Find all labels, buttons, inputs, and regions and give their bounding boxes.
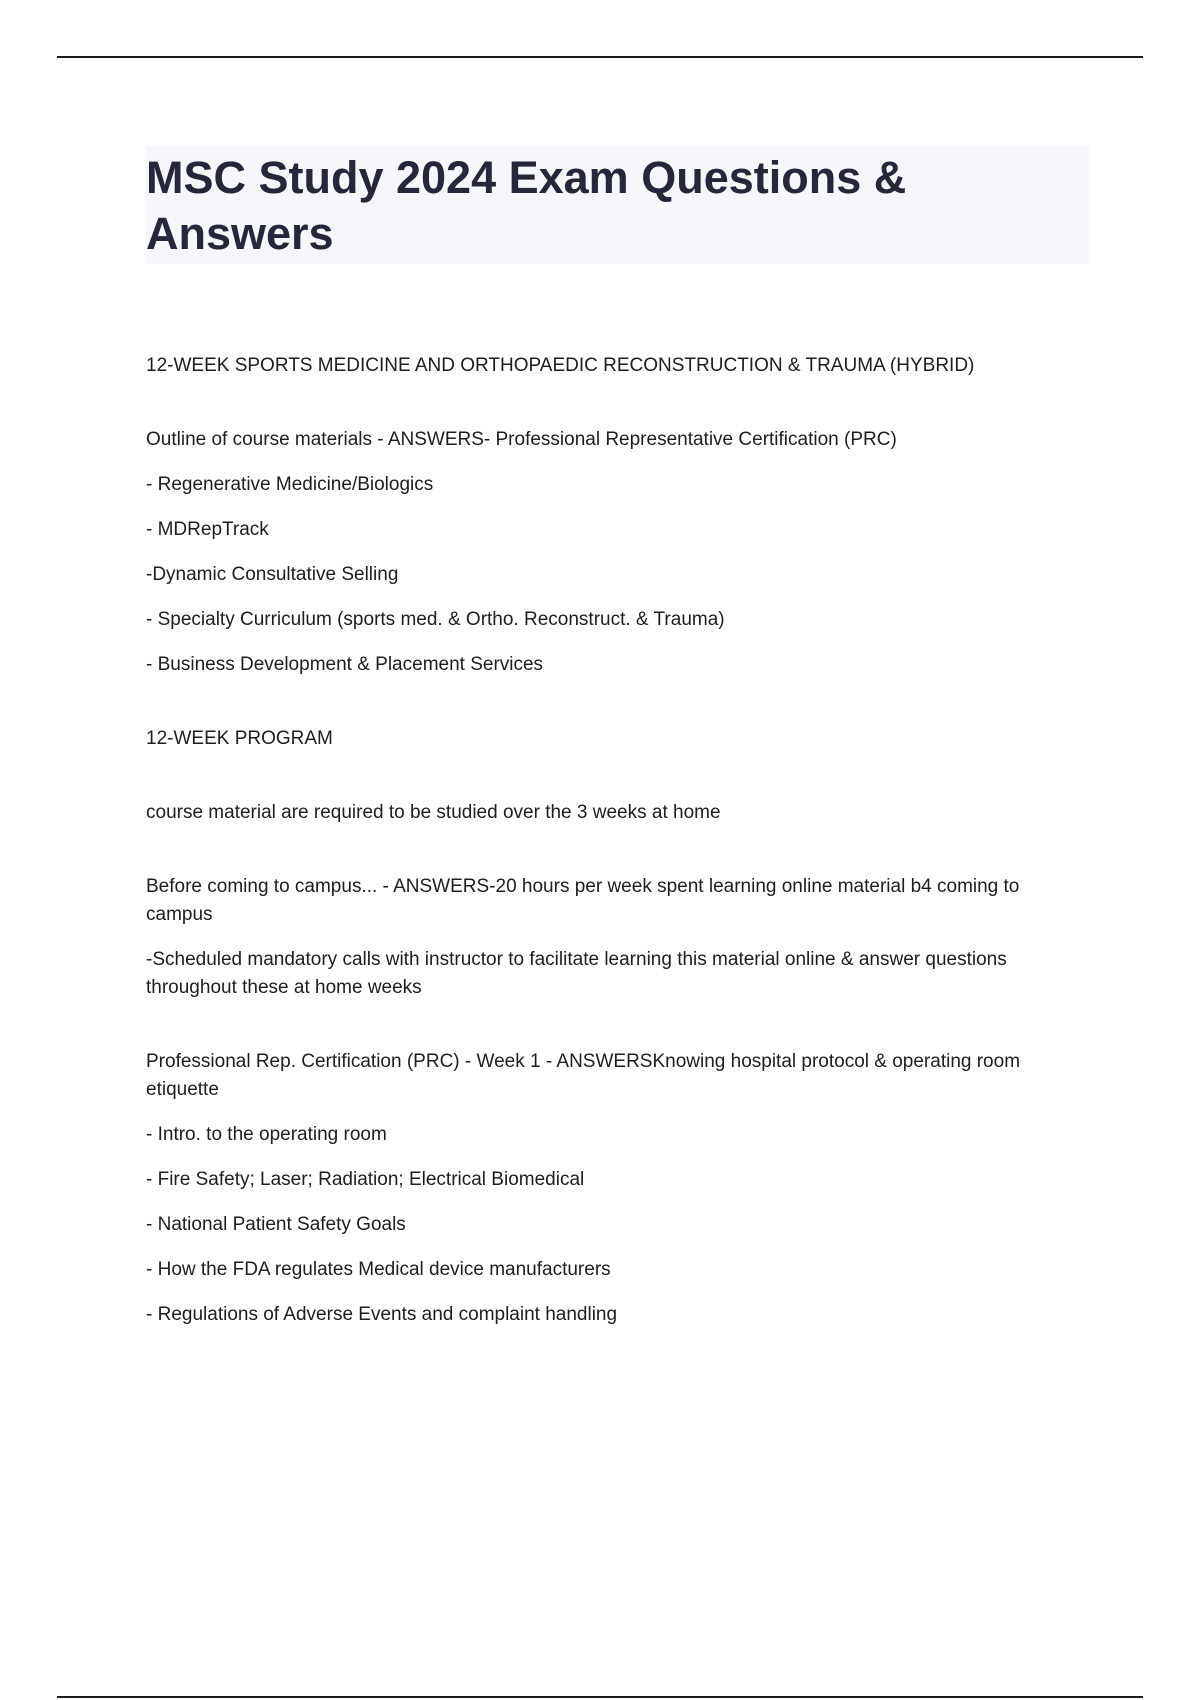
outline-item: - MDRepTrack [146, 519, 269, 540]
prc-week1-item: - National Patient Safety Goals [146, 1214, 406, 1235]
prc-week1-section [146, 1048, 1090, 1329]
bottom-rule [57, 1696, 1143, 1698]
prc-week1-item: - Fire Safety; Laser; Radiation; Electrical Biomedical [146, 1169, 585, 1190]
outline-question: Outline of course materials - ANSWERS- Professional Representative Certification (PRC) [146, 429, 897, 450]
top-rule [57, 56, 1143, 58]
outline-item: -Dynamic Consultative Selling [146, 564, 399, 585]
outline-item: - Business Development & Placement Services [146, 654, 544, 675]
course-subtitle: 12-WEEK SPORTS MEDICINE AND ORTHOPAEDIC RECONSTRUCTION & TRAUMA (HYBRID) [146, 355, 975, 376]
program-heading: 12-WEEK PROGRAM [146, 728, 333, 749]
document-body [146, 146, 1090, 1346]
prc-week1-item: - Regulations of Adverse Events and complaint handling [146, 1304, 618, 1325]
prc-week1-question: Professional Rep. Certification (PRC) - Week 1 - ANSWERSKnowing hospital protocol & operating room etiquette [146, 1051, 1021, 1100]
before-campus-question: Before coming to campus... - ANSWERS-20 hours per week spent learning online material b4 coming to campus [146, 876, 1020, 925]
before-campus-section [146, 873, 1090, 1002]
prc-week1-item: - Intro. to the operating room [146, 1124, 387, 1145]
before-campus-item: -Scheduled mandatory calls with instructor to facilitate learning this material online & answer questions throughout these at home weeks [146, 949, 1007, 998]
prc-week1-item: - How the FDA regulates Medical device manufacturers [146, 1259, 611, 1280]
document-title: MSC Study 2024 Exam Questions & Answers [146, 152, 907, 259]
title-block [146, 146, 1090, 264]
outline-item: - Specialty Curriculum (sports med. & Ortho. Reconstruct. & Trauma) [146, 609, 725, 630]
outline-section [146, 426, 1090, 679]
program-note: course material are required to be studied over the 3 weeks at home [146, 802, 721, 823]
outline-item: - Regenerative Medicine/Biologics [146, 474, 434, 495]
